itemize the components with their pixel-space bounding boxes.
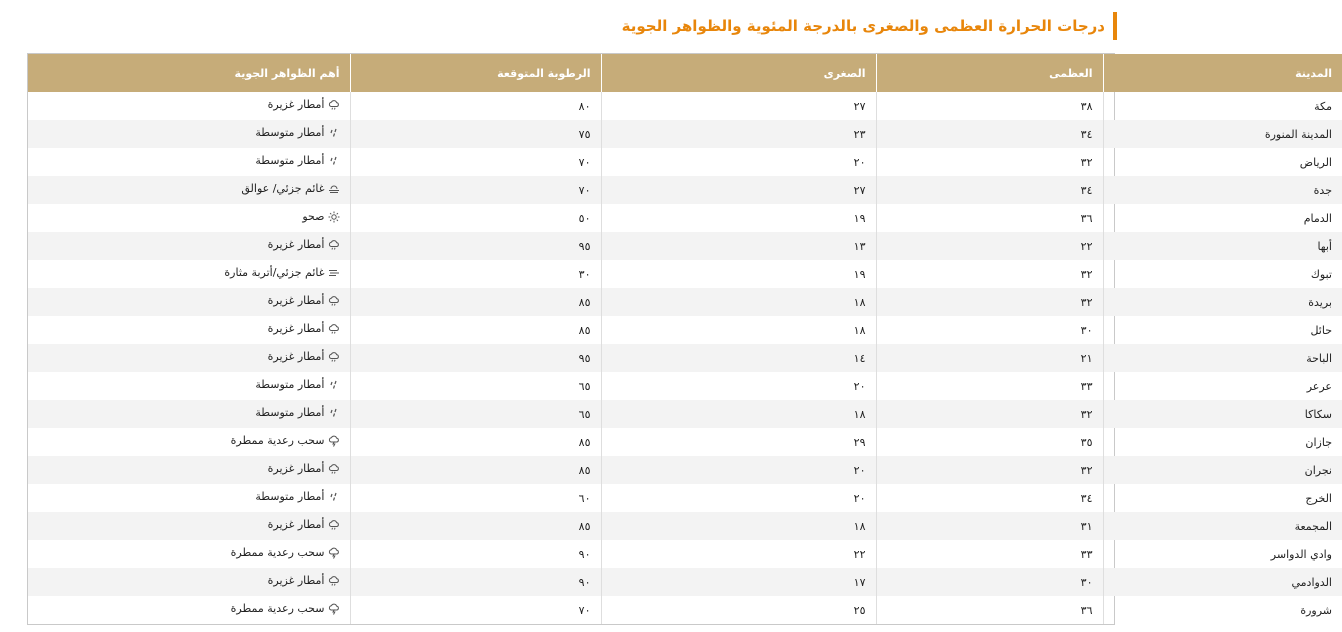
table-row — [28, 372, 1342, 400]
cell-min: ١٩ — [601, 260, 876, 288]
weather-label: سحب رعدية ممطرة — [230, 602, 325, 616]
weather-label: غائم جزئي/أتربة مثارة — [224, 266, 325, 280]
table-row — [28, 120, 1342, 148]
cell-city: جدة — [1103, 176, 1342, 204]
cell-min: ٢٧ — [601, 92, 876, 120]
cell-humidity: ٧٠ — [350, 176, 601, 204]
cell-min: ١٨ — [601, 400, 876, 428]
weather-table-container — [27, 53, 1332, 625]
weather-label: أمطار متوسطة — [255, 406, 325, 420]
page-title-text: درجات الحرارة العظمى والصغرى بالدرجة المئوية والظواهر الجوية — [621, 17, 1105, 35]
cell-max: ٣٤ — [876, 484, 1103, 512]
rain-cloud-icon — [328, 323, 340, 335]
cell-max: ٣٦ — [876, 596, 1103, 624]
table-row — [28, 232, 1342, 260]
cell-max: ٣٠ — [876, 568, 1103, 596]
cell-city: المدينة المنورة — [1103, 120, 1342, 148]
table-row — [28, 512, 1342, 540]
sun-icon — [328, 211, 340, 223]
rain-drops-icon — [328, 491, 340, 503]
rain-cloud-icon — [328, 99, 340, 111]
cell-max: ٣٤ — [876, 176, 1103, 204]
weather-label: أمطار متوسطة — [255, 126, 325, 140]
weather-label: أمطار متوسطة — [255, 154, 325, 168]
cell-humidity: ٨٥ — [350, 316, 601, 344]
cell-min: ٢٠ — [601, 148, 876, 176]
table-row — [28, 596, 1342, 624]
weather-label: سحب رعدية ممطرة — [230, 546, 325, 560]
cell-city: سكاكا — [1103, 400, 1342, 428]
cell-min: ١٨ — [601, 316, 876, 344]
cell-city: وادي الدواسر — [1103, 540, 1342, 568]
cell-humidity: ٥٠ — [350, 204, 601, 232]
rain-drops-icon — [328, 127, 340, 139]
cell-weather — [28, 596, 350, 624]
wind-dust-icon — [328, 267, 340, 279]
cell-max: ٢٢ — [876, 232, 1103, 260]
cell-city: الخرج — [1103, 484, 1342, 512]
cell-weather — [28, 148, 350, 176]
weather-label: أمطار غزيرة — [267, 322, 325, 336]
rain-drops-icon — [328, 379, 340, 391]
cell-weather — [28, 540, 350, 568]
weather-label: أمطار غزيرة — [267, 350, 325, 364]
cell-city: شرورة — [1103, 596, 1342, 624]
cell-min: ٢٣ — [601, 120, 876, 148]
weather-label: أمطار غزيرة — [267, 238, 325, 252]
weather-label: أمطار غزيرة — [267, 294, 325, 308]
cell-city: أبها — [1103, 232, 1342, 260]
cell-weather — [28, 232, 350, 260]
cell-max: ٣٢ — [876, 288, 1103, 316]
cell-weather — [28, 428, 350, 456]
cell-min: ٢٢ — [601, 540, 876, 568]
cell-min: ١٨ — [601, 512, 876, 540]
table-header-row — [28, 54, 1342, 92]
cell-max: ٣٣ — [876, 372, 1103, 400]
weather-label: أمطار غزيرة — [267, 462, 325, 476]
title-accent-bar — [1113, 12, 1117, 40]
cell-max: ٣٣ — [876, 540, 1103, 568]
header-max: العظمى — [876, 54, 1103, 92]
cell-city: عرعر — [1103, 372, 1342, 400]
thunder-cloud-icon — [328, 547, 340, 559]
rain-cloud-icon — [328, 519, 340, 531]
thunder-cloud-icon — [328, 435, 340, 447]
table-row — [28, 148, 1342, 176]
table-body — [28, 92, 1342, 624]
cell-city: جازان — [1103, 428, 1342, 456]
cell-city: الدمام — [1103, 204, 1342, 232]
cell-max: ٣١ — [876, 512, 1103, 540]
table-row — [28, 428, 1342, 456]
cell-humidity: ٣٠ — [350, 260, 601, 288]
cell-min: ١٩ — [601, 204, 876, 232]
cell-max: ٣٢ — [876, 456, 1103, 484]
cell-min: ٢٠ — [601, 456, 876, 484]
cell-humidity: ٨٥ — [350, 428, 601, 456]
cell-max: ٣٤ — [876, 120, 1103, 148]
cell-weather — [28, 316, 350, 344]
cell-max: ٣٨ — [876, 92, 1103, 120]
cell-humidity: ٦٥ — [350, 400, 601, 428]
cell-humidity: ٩٠ — [350, 568, 601, 596]
weather-label: أمطار متوسطة — [255, 378, 325, 392]
cell-weather — [28, 92, 350, 120]
cell-max: ٣٦ — [876, 204, 1103, 232]
cell-min: ٢٠ — [601, 372, 876, 400]
cell-min: ١٧ — [601, 568, 876, 596]
weather-label: أمطار متوسطة — [255, 490, 325, 504]
table-row — [28, 204, 1342, 232]
cell-weather — [28, 344, 350, 372]
cell-min: ٢٧ — [601, 176, 876, 204]
rain-cloud-icon — [328, 575, 340, 587]
cell-city: تبوك — [1103, 260, 1342, 288]
cell-weather — [28, 568, 350, 596]
cell-city: حائل — [1103, 316, 1342, 344]
cell-weather — [28, 204, 350, 232]
rain-cloud-icon — [328, 295, 340, 307]
page-title — [622, 12, 1117, 40]
cell-min: ٢٠ — [601, 484, 876, 512]
cell-weather — [28, 372, 350, 400]
rain-cloud-icon — [328, 351, 340, 363]
table-row — [28, 92, 1342, 120]
cell-weather — [28, 512, 350, 540]
cell-min: ٢٥ — [601, 596, 876, 624]
cell-min: ١٨ — [601, 288, 876, 316]
cell-weather — [28, 484, 350, 512]
weather-table — [28, 54, 1342, 624]
table-row — [28, 568, 1342, 596]
weather-label: صحو — [302, 210, 325, 224]
cell-humidity: ٨٠ — [350, 92, 601, 120]
table-row — [28, 540, 1342, 568]
header-min: الصغرى — [601, 54, 876, 92]
cell-humidity: ٨٥ — [350, 288, 601, 316]
header-city: المدينة — [1103, 54, 1342, 92]
cell-max: ٣٢ — [876, 260, 1103, 288]
cell-weather — [28, 176, 350, 204]
table-row — [28, 400, 1342, 428]
weather-label: أمطار غزيرة — [267, 98, 325, 112]
table-row — [28, 260, 1342, 288]
cell-humidity: ٧٥ — [350, 120, 601, 148]
cell-humidity: ٨٥ — [350, 456, 601, 484]
cell-weather — [28, 288, 350, 316]
cell-humidity: ٩٥ — [350, 344, 601, 372]
cell-humidity: ٧٠ — [350, 596, 601, 624]
table-row — [28, 344, 1342, 372]
weather-label: أمطار غزيرة — [267, 574, 325, 588]
table-row — [28, 176, 1342, 204]
cell-max: ٣٥ — [876, 428, 1103, 456]
weather-label: أمطار غزيرة — [267, 518, 325, 532]
table-row — [28, 456, 1342, 484]
cell-max: ٣٠ — [876, 316, 1103, 344]
table-row — [28, 288, 1342, 316]
cell-humidity: ٦٠ — [350, 484, 601, 512]
cell-weather — [28, 120, 350, 148]
cell-city: الرياض — [1103, 148, 1342, 176]
cell-humidity: ٧٠ — [350, 148, 601, 176]
haze-icon — [328, 183, 340, 195]
cell-city: الدوادمي — [1103, 568, 1342, 596]
weather-label: غائم جزئي/ عوالق — [241, 182, 325, 196]
rain-cloud-icon — [328, 239, 340, 251]
cell-humidity: ٨٥ — [350, 512, 601, 540]
cell-max: ٣٢ — [876, 148, 1103, 176]
cell-city: بريدة — [1103, 288, 1342, 316]
cell-weather — [28, 260, 350, 288]
cell-humidity: ٩٥ — [350, 232, 601, 260]
cell-max: ٣٢ — [876, 400, 1103, 428]
cell-min: ١٤ — [601, 344, 876, 372]
cell-min: ١٣ — [601, 232, 876, 260]
table-row — [28, 316, 1342, 344]
cell-humidity: ٦٥ — [350, 372, 601, 400]
header-humidity: الرطوبة المتوقعة — [350, 54, 601, 92]
header-weather: أهم الظواهر الجوية — [28, 54, 350, 92]
cell-weather — [28, 400, 350, 428]
cell-city: المجمعة — [1103, 512, 1342, 540]
cell-city: نجران — [1103, 456, 1342, 484]
rain-cloud-icon — [328, 463, 340, 475]
cell-max: ٢١ — [876, 344, 1103, 372]
cell-humidity: ٩٠ — [350, 540, 601, 568]
cell-min: ٢٩ — [601, 428, 876, 456]
weather-label: سحب رعدية ممطرة — [230, 434, 325, 448]
cell-city: مكة — [1103, 92, 1342, 120]
cell-city: الباحة — [1103, 344, 1342, 372]
rain-drops-icon — [328, 155, 340, 167]
table-row — [28, 484, 1342, 512]
thunder-cloud-icon — [328, 603, 340, 615]
rain-drops-icon — [328, 407, 340, 419]
cell-weather — [28, 456, 350, 484]
